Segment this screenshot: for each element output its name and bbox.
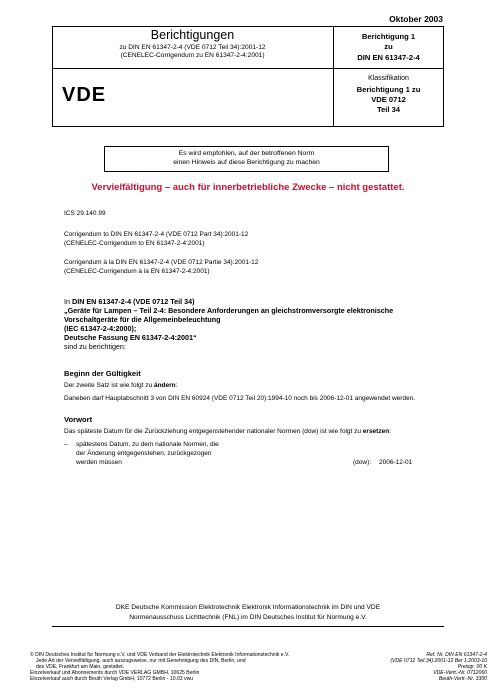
corrigendum-en-line-1: Corrigendum to DIN EN 61347-2-4 (VDE 0712 Part 34):2001-12 <box>64 231 249 238</box>
footer-copyright: © DIN Deutsches Institut für Normung e.V. und VDE Verband der Elektrotechnik Elektronik Informationstechnik e.V. <box>30 652 290 658</box>
section-validity-verb: ändern <box>153 382 176 389</box>
footer-price-group: Preisgr. 00 K <box>457 664 487 670</box>
footer-beuth-number: Beuth-Vertr.-Nr. 3300 <box>438 676 487 682</box>
dow-item-line-3: werden müssen <box>76 459 122 466</box>
classification-label: Klassifikation <box>368 75 409 82</box>
dow-date: 2006-12-01 <box>379 459 413 466</box>
section-foreword-heading: Vorwort <box>64 415 93 424</box>
dow-dash: – <box>64 441 68 448</box>
section-foreword-line-1 <box>64 428 391 435</box>
section-foreword-colon: : <box>389 428 391 435</box>
corrigendum-fr-line-2: (CENELEC-Corrigendum à la EN 61347-2-4:2001) <box>64 268 210 275</box>
corrigendum-number: Berichtigung 1 <box>361 32 416 41</box>
intro-prefix: In <box>64 297 72 306</box>
copy-warning: Vervielfältigung – auch für innerbetriebliche Zwecke – nicht gestattet. <box>91 182 405 193</box>
corrigendum-fr-line-1: Corrigendum à la DIN EN 61347-2-4 (VDE 0712 Partie 34):2001-12 <box>64 259 259 266</box>
header-divider-right <box>333 68 444 69</box>
section-foreword-verb: ersetzen <box>362 428 390 435</box>
bottom-separator <box>52 626 444 627</box>
corrigendum-zu: zu <box>384 42 393 51</box>
section-foreword-prefix: Das späteste Datum für die Zurückziehung entgegenstehender nationaler Normen (dow) ist wie folgt zu <box>64 428 363 435</box>
vde-logo: VDE <box>62 84 107 106</box>
footer-reproduction-1: Jede Art der Vervielfältigung, auch auszugsweise, nur mit Genehmigung des DIN, Berlin, und <box>36 658 246 664</box>
classification-value-2: VDE 0712 <box>371 95 406 104</box>
footer-sales-1: Einzelverkauf und Abonnements durch VDE VERLAG GMBH, 10625 Berlin <box>30 670 200 676</box>
header-divider-left <box>52 68 333 69</box>
intro-standard: DIN EN 61347-2-4 (VDE 0712 Teil 34) <box>72 297 195 306</box>
footer-vde-number: VDE-Vertr.-Nr. 0712060 <box>433 670 487 676</box>
recommendation-line-1: Es wird empfohlen, auf der betroffenen Norm <box>178 150 315 157</box>
section-validity-prefix: Der zweite Satz ist wie folgt zu <box>64 382 154 389</box>
dow-label: (dow): <box>353 459 372 466</box>
intro-line-6: sind zu berichtigen: <box>64 342 126 351</box>
document-title: Berichtigungen <box>150 28 235 42</box>
corrigendum-standard: DIN EN 61347-2-4 <box>357 53 420 62</box>
footer-sales-2: Einzelverkauf auch durch Beuth Verlag GmbH, 10772 Berlin - 10.03 vwu <box>30 676 194 682</box>
intro-line-4: (IEC 61347-2-4:2000); <box>64 324 137 333</box>
intro-line-3: Vorschaltgeräte für die Allgemeinbeleuchtung <box>64 315 221 324</box>
document-subtitle-1: zu DIN EN 61347-2-4 (VDE 0712 Teil 34):2001-12 <box>119 44 266 51</box>
footer-reproduction-2: des VDE, Frankfurt am Main, gestattet. <box>36 664 125 670</box>
footer-ref-number: Ref. Nr. DIN EN 61347-2-4 <box>426 652 487 658</box>
section-validity-line-2: Daneben darf Hauptabschnitt 3 von DIN EN 60924 (VDE 0712 Teil 20):1994-10 noch bis 2006-12-01 angewendet werden. <box>64 395 416 402</box>
dow-item-line-1: spätestens Datum, zu dem nationale Normen, die <box>76 441 219 448</box>
section-validity-line-1 <box>64 382 177 389</box>
footer-ref-detail: (VDE 0712 Teil 34):2001-12 Ber 1:2003-10 <box>390 658 487 664</box>
dow-item-line-2: der Änderung entgegenstehen, zurückgezogen <box>76 450 212 457</box>
intro-line-5: Deutsche Fassung EN 61347-2-4:2001“ <box>64 333 197 342</box>
recommendation-line-2: einen Hinweis auf diese Berichtigung zu machen <box>173 159 320 166</box>
dke-line-2: Normenausschuss Lichttechnik (FNL) im DIN Deutsches Institut für Normung e.V. <box>129 614 367 621</box>
corrigendum-en-line-2: (CENELEC-Corrigendum to EN 61347-2-4:2001) <box>64 240 205 247</box>
ics-code: ICS 29.140.99 <box>64 210 106 217</box>
intro-line-2: „Geräte für Lampen – Teil 2-4: Besondere Anforderungen an gleichstromversorgte elektronische <box>64 306 394 315</box>
classification-value-1: Berichtigung 1 zu <box>356 85 421 94</box>
section-validity-colon: : <box>175 382 178 389</box>
classification-value-3: Teil 34 <box>376 105 401 114</box>
issue-date: Oktober 2003 <box>389 14 443 24</box>
dke-line-1: DKE Deutsche Kommission Elektrotechnik Elektronik Informationstechnik im DIN und VDE <box>115 604 381 611</box>
document-subtitle-2: (CENELEC-Corrigendum zu EN 61347-2-4:2001) <box>120 52 265 59</box>
section-validity-heading: Beginn der Gültigkeit <box>64 369 141 378</box>
intro-line-1 <box>64 297 195 306</box>
